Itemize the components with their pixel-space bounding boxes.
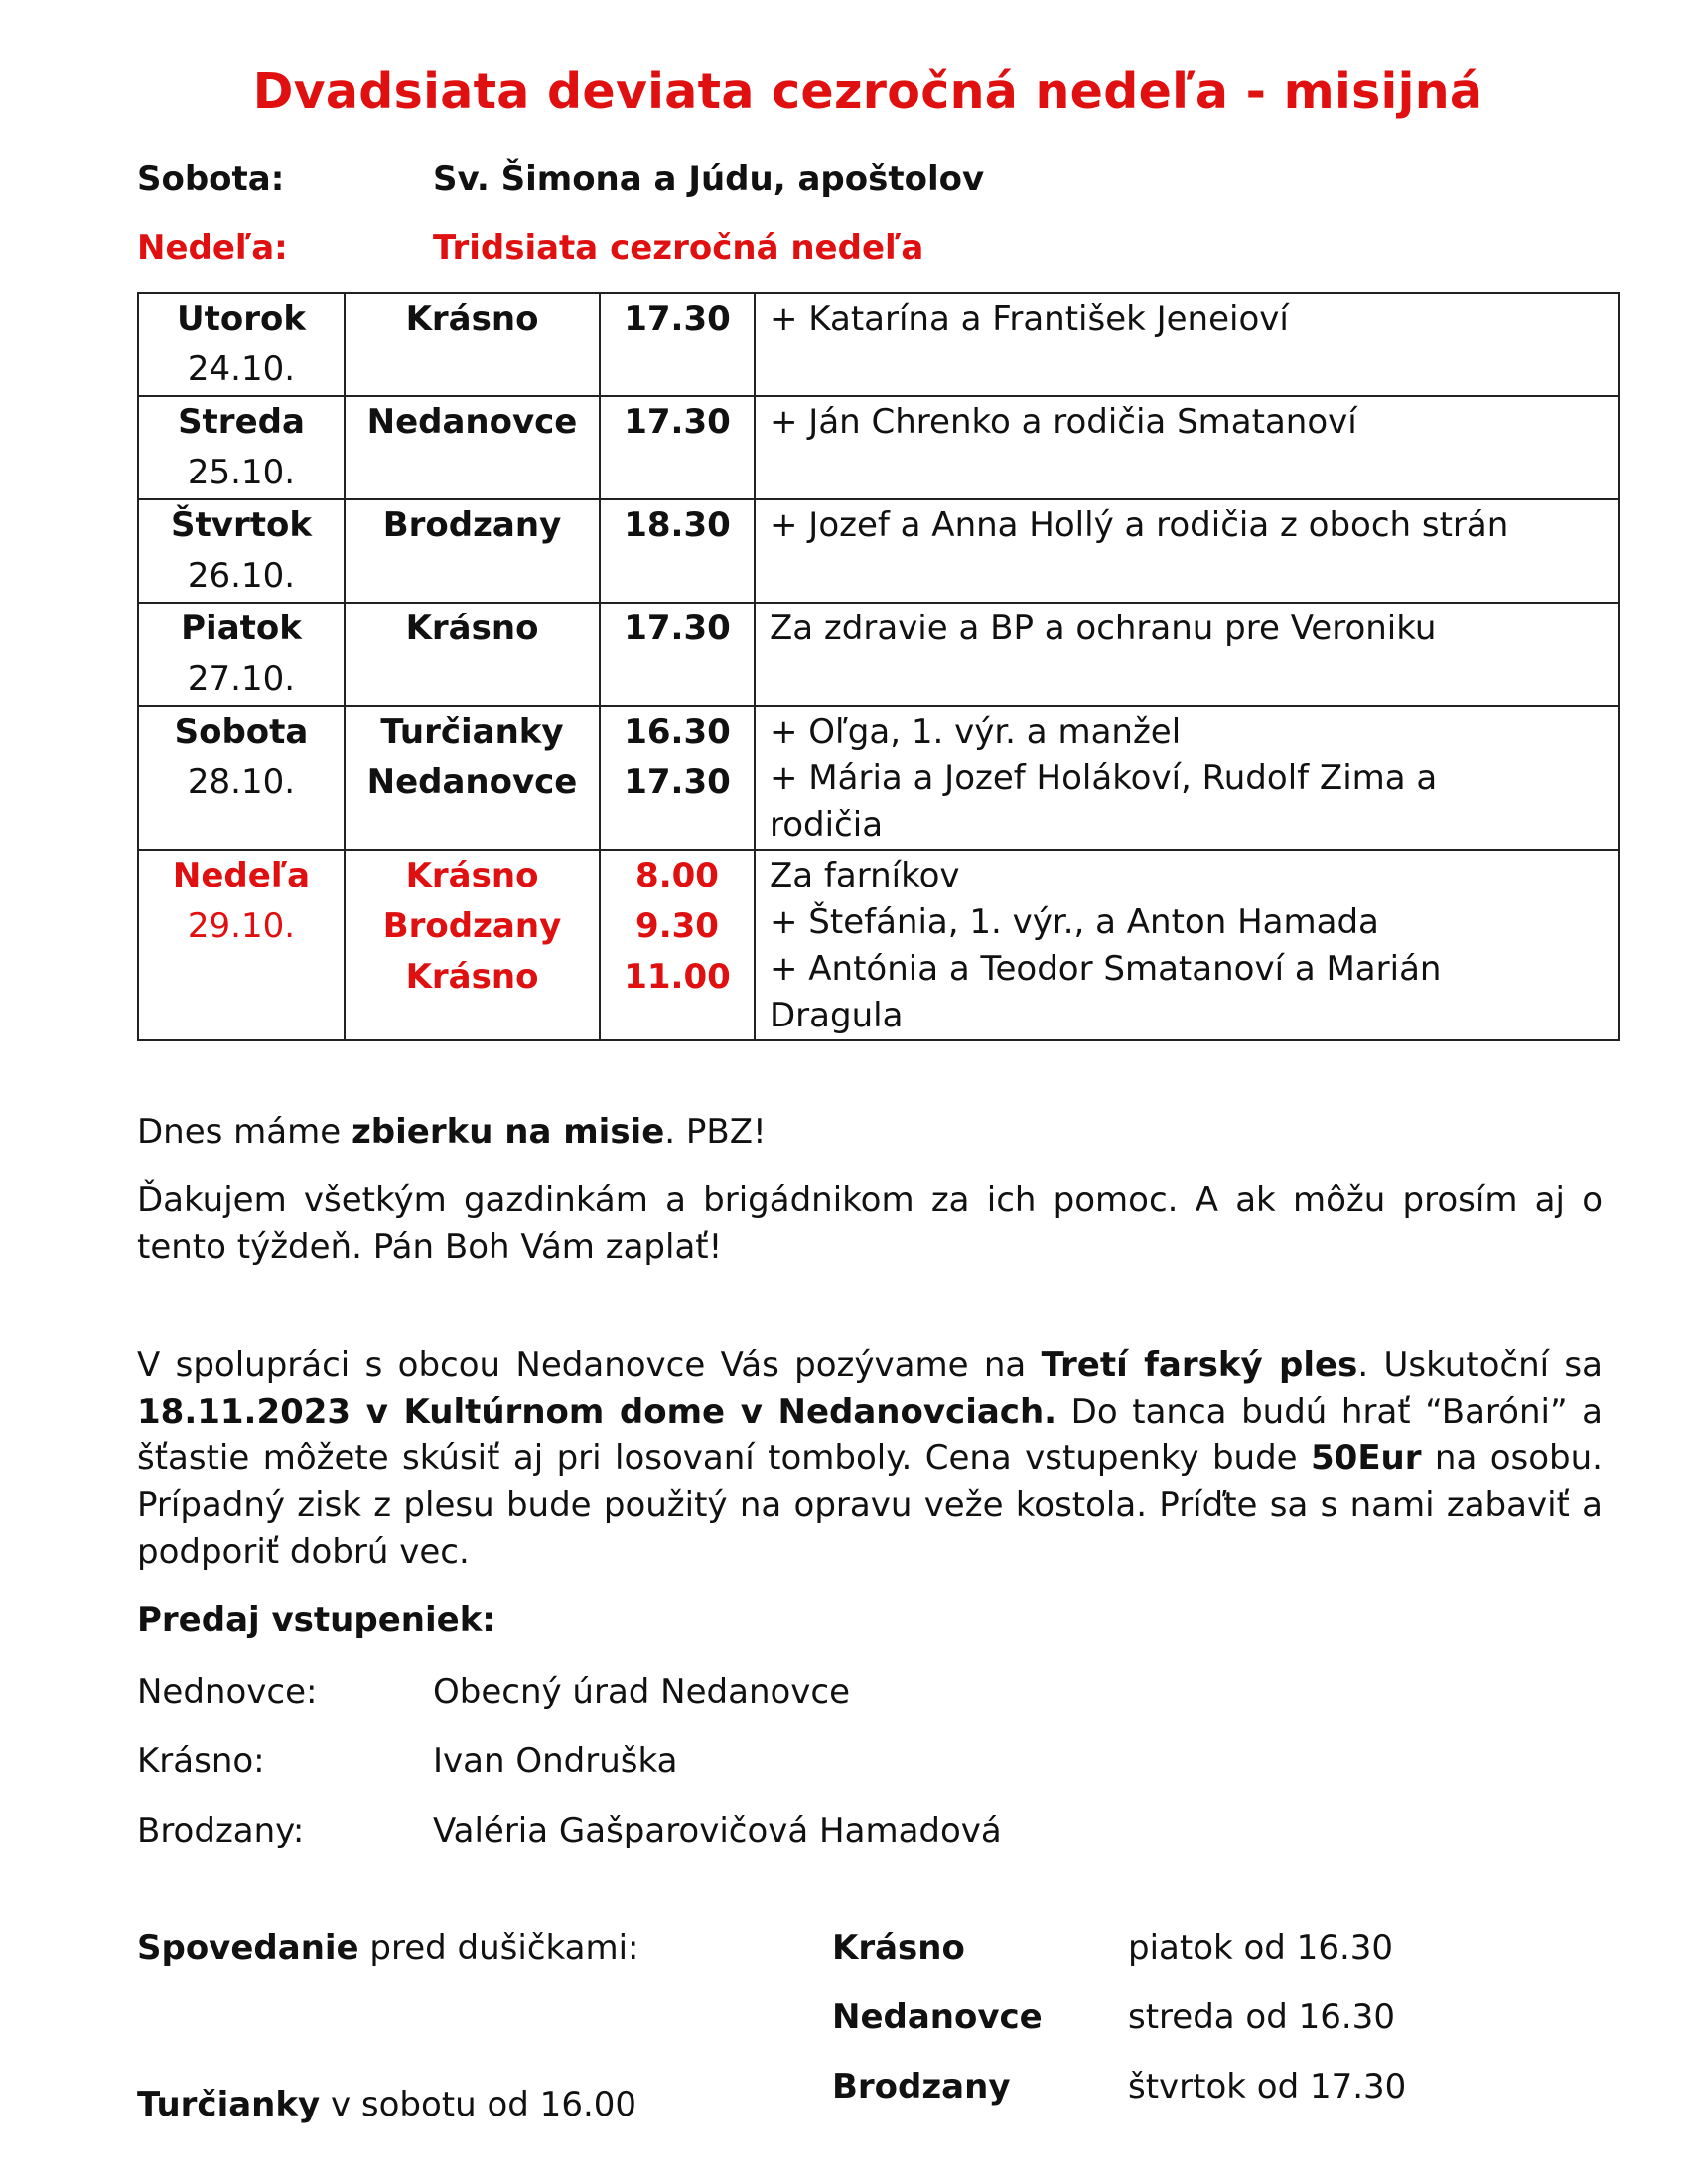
mass-place: Krásno	[405, 609, 539, 648]
sunday-feast-row	[137, 228, 924, 268]
day-cell	[138, 293, 345, 396]
sunday-feast: Tridsiata cezročná nedeľa	[433, 228, 924, 268]
day-date: 24.10.	[187, 349, 296, 389]
day-name: Nedeľa	[172, 856, 311, 895]
day-cell	[138, 706, 345, 850]
p3-text-a: V spolupráci s obcou Nedanovce Vás pozývame na	[137, 1345, 1042, 1385]
ticket-seller: Valéria Gašparovičová Hamadová	[433, 1811, 1002, 1850]
confession-time: štvrtok od 17.30	[1128, 2067, 1407, 2107]
day-name: Utorok	[177, 299, 306, 339]
mass-intention: + Katarína a František Jeneioví	[770, 299, 1289, 339]
schedule-row	[138, 603, 1619, 706]
confession-place: Brodzany	[832, 2067, 1011, 2107]
day-date: 27.10.	[187, 659, 296, 699]
mass-time: 17.30	[624, 402, 731, 442]
mass-place: Krásno	[405, 856, 539, 895]
sunday-label: Nedeľa:	[137, 228, 288, 268]
ticket-seller: Obecný úrad Nedanovce	[433, 1672, 851, 1711]
p1-tail: . PBZ!	[664, 1112, 767, 1152]
mass-time: 9.30	[635, 906, 719, 946]
intention-cell	[755, 293, 1619, 396]
mass-intention: + Ján Chrenko a rodičia Smatanoví	[770, 402, 1357, 442]
mass-time: 17.30	[624, 762, 731, 802]
day-name: Piatok	[181, 609, 302, 648]
mass-place: Brodzany	[382, 906, 562, 946]
mass-intention: Dragula	[770, 996, 904, 1035]
confession-turcianky	[137, 2085, 636, 2124]
place-cell	[345, 396, 600, 499]
day-cell	[138, 850, 345, 1040]
confession-time: piatok od 16.30	[1128, 1928, 1394, 1968]
p1-text: Dnes máme	[137, 1112, 352, 1152]
confession-place: Krásno	[832, 1928, 965, 1968]
place-cell	[345, 850, 600, 1040]
schedule-row	[138, 850, 1619, 1040]
time-cell	[600, 396, 755, 499]
mass-intention: + Štefánia, 1. výr., a Anton Hamada	[770, 902, 1379, 942]
p1-bold: zbierku na misie	[351, 1112, 665, 1152]
mass-intention: + Jozef a Anna Hollý a rodičia z oboch strán	[770, 505, 1509, 545]
time-cell	[600, 603, 755, 706]
mass-time: 18.30	[624, 505, 731, 545]
mass-time: 11.00	[624, 957, 731, 997]
ticket-row	[137, 1811, 1002, 1850]
time-cell	[600, 706, 755, 850]
schedule-row	[138, 293, 1619, 396]
page-title: Dvadsiata deviata cezročná nedeľa - misijná	[252, 64, 1483, 120]
saturday-feast: Sv. Šimona a Júdu, apoštolov	[433, 159, 985, 199]
intention-cell	[755, 706, 1619, 850]
ticket-place: Krásno:	[137, 1741, 265, 1781]
place-cell	[345, 603, 600, 706]
mass-schedule-table	[137, 292, 1620, 1041]
collection-announcement	[137, 1109, 1603, 1156]
ticket-row	[137, 1672, 851, 1711]
mass-intention: + Mária a Jozef Holákoví, Rudolf Zima a	[770, 758, 1438, 798]
mass-time: 8.00	[635, 856, 719, 895]
mass-intention: + Oľga, 1. výr. a manžel	[770, 712, 1182, 751]
schedule-row	[138, 706, 1619, 850]
confession-turcianky-time: v sobotu od 16.00	[320, 2085, 637, 2124]
mass-place: Turčianky	[380, 712, 564, 751]
mass-time: 17.30	[624, 299, 731, 339]
confession-time: streda od 16.30	[1128, 1997, 1395, 2037]
confession-heading	[137, 1928, 638, 1968]
day-date: 29.10.	[187, 906, 296, 946]
confession-heading-bold: Spovedanie	[137, 1928, 359, 1968]
ticket-place: Brodzany:	[137, 1811, 305, 1850]
ticket-sale-heading: Predaj vstupeniek:	[137, 1600, 495, 1640]
ball-announcement	[137, 1342, 1603, 1575]
intention-cell	[755, 850, 1619, 1040]
time-cell	[600, 850, 755, 1040]
saturday-feast-row	[137, 159, 985, 199]
p3-text-e: Do tanca budú hrať “Baróni” a šťastie môžete skúsiť aj pri losovaní tomboly. Cena vstupenky bude	[137, 1392, 1603, 1478]
intention-cell	[755, 603, 1619, 706]
mass-place: Nedanovce	[366, 762, 578, 802]
day-date: 28.10.	[187, 762, 296, 802]
schedule-row	[138, 396, 1619, 499]
p3-text-c: . Uskutoční sa	[1357, 1345, 1603, 1385]
place-cell	[345, 499, 600, 603]
mass-intention: rodičia	[770, 805, 884, 845]
confession-place: Nedanovce	[832, 1997, 1043, 2037]
day-cell	[138, 603, 345, 706]
time-cell	[600, 499, 755, 603]
day-date: 26.10.	[187, 556, 296, 596]
day-cell	[138, 499, 345, 603]
mass-time: 16.30	[624, 712, 731, 751]
day-name: Streda	[178, 402, 305, 442]
day-cell	[138, 396, 345, 499]
ticket-seller: Ivan Ondruška	[433, 1741, 678, 1781]
mass-time: 17.30	[624, 609, 731, 648]
day-name: Sobota	[174, 712, 309, 751]
thanks-announcement: Ďakujem všetkým gazdinkám a brigádnikom za ich pomoc. A ak môžu prosím aj o tento týždeň. Pán Boh Vám zaplať!	[137, 1180, 1603, 1267]
intention-cell	[755, 499, 1619, 603]
place-cell	[345, 293, 600, 396]
p3-ball-name: Tretí farský ples	[1041, 1345, 1358, 1385]
mass-intention: Za farníkov	[770, 856, 960, 895]
p3-date-venue: 18.11.2023 v Kultúrnom dome v Nedanovciach.	[137, 1392, 1057, 1432]
mass-intention: + Antónia a Teodor Smatanoví a Marián	[770, 949, 1442, 989]
confession-turcianky-place: Turčianky	[137, 2085, 321, 2124]
day-name: Štvrtok	[171, 505, 312, 545]
ticket-place: Nednovce:	[137, 1672, 318, 1711]
mass-place: Krásno	[405, 299, 539, 339]
intention-cell	[755, 396, 1619, 499]
mass-place: Brodzany	[382, 505, 562, 545]
day-date: 25.10.	[187, 453, 296, 492]
schedule-row	[138, 499, 1619, 603]
place-cell	[345, 706, 600, 850]
mass-place: Krásno	[405, 957, 539, 997]
confession-heading-rest: pred dušičkami:	[358, 1928, 639, 1968]
mass-place: Nedanovce	[366, 402, 578, 442]
p3-text-g: na osobu. Prípadný zisk z plesu bude použitý na opravu veže kostola. Príďte sa s nami zabaviť a podporiť dobrú vec.	[137, 1438, 1603, 1571]
ticket-row	[137, 1741, 678, 1781]
saturday-label: Sobota:	[137, 159, 285, 199]
mass-intention: Za zdravie a BP a ochranu pre Veroniku	[770, 609, 1437, 648]
p3-price: 50Eur	[1311, 1438, 1422, 1478]
time-cell	[600, 293, 755, 396]
